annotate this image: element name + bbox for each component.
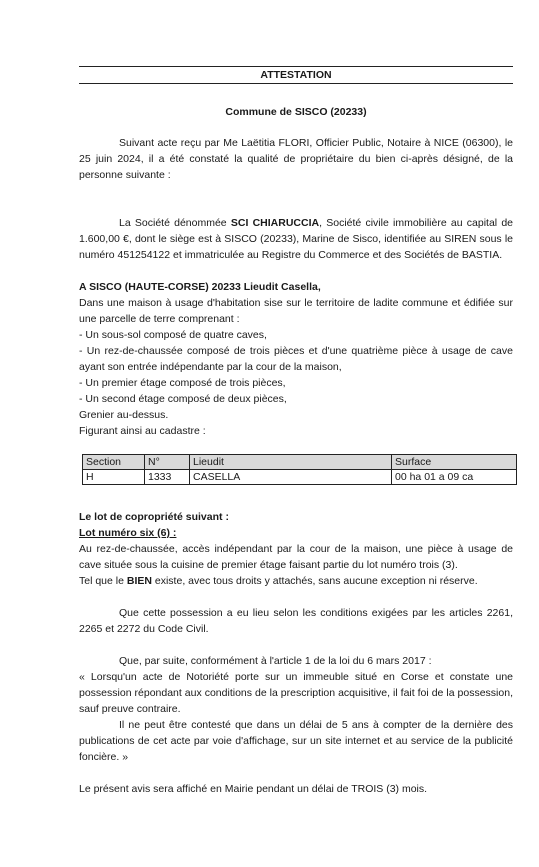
owner-post: , Société civile immobilière au capital de 1.600,00 €, dont le siège est à SISCO (20233), Marine de Sisco, identifiée au SIREN sous le numéro 451254122 et immatriculée au Registre du Commerce et des Sociétés de BASTIA. bbox=[79, 217, 514, 261]
description-line: - Un second étage composé de deux pièces, bbox=[79, 393, 287, 405]
lot-number: Lot numéro six (6) : bbox=[79, 527, 177, 539]
lot-condition bbox=[79, 573, 513, 589]
table-row bbox=[83, 470, 517, 485]
description-line: - Un rez-de-chaussée composé de trois pièces et d'une quatrième pièce à usage de cave ayant son entrée indépendante par la cour de la maison, bbox=[79, 345, 513, 373]
law-quote-2: Il ne peut être contesté que dans un délai de 5 ans à compter de la dernière des publications de cet acte par voie d'affichage, sur un site internet et au service de la publicité foncière. » bbox=[79, 719, 513, 763]
condition-post: existe, avec tous droits y attachés, sans aucune exception ni réserve. bbox=[151, 575, 478, 587]
commune-heading: Commune de SISCO (20233) bbox=[225, 106, 367, 118]
table-header-row bbox=[83, 455, 517, 470]
cell-section: H bbox=[83, 470, 145, 485]
owner-pre: La Société dénommée bbox=[119, 217, 231, 229]
owner-paragraph bbox=[79, 215, 513, 263]
lot-heading: Le lot de copropriété suivant : bbox=[79, 511, 229, 523]
location-heading: A SISCO (HAUTE-CORSE) 20233 Lieudit Casella, bbox=[79, 281, 321, 293]
owner-name: SCI CHIARUCCIA bbox=[230, 217, 320, 229]
header-number: N° bbox=[145, 455, 190, 470]
description-line: - Un premier étage composé de trois pièces, bbox=[79, 377, 286, 389]
document-title: ATTESTATION bbox=[79, 66, 513, 84]
cell-number: 1333 bbox=[145, 470, 190, 485]
description-line: - Un sous-sol composé de quatre caves, bbox=[79, 329, 267, 341]
law-quote-1: « Lorsqu'un acte de Notoriété porte sur un immeuble situé en Corse et constate une possession répondant aux conditions de la prescription acquisitive, il fait foi de la possession, sauf preuve contraire. bbox=[79, 671, 513, 715]
description-line: Grenier au-dessus. bbox=[79, 409, 169, 421]
closing-notice: Le présent avis sera affiché en Mairie pendant un délai de TROIS (3) mois. bbox=[79, 783, 428, 795]
law-intro: Que, par suite, conformément à l'article 1 de la loi du 6 mars 2017 : bbox=[119, 655, 432, 667]
attestation-document bbox=[79, 66, 513, 797]
header-section: Section bbox=[83, 455, 145, 470]
header-surface: Surface bbox=[392, 455, 517, 470]
header-lieudit: Lieudit bbox=[190, 455, 392, 470]
condition-bien: BIEN bbox=[126, 575, 152, 587]
description-line: Dans une maison à usage d'habitation sise sur le territoire de ladite commune et édifiée sur une parcelle de terre comprenant : bbox=[79, 297, 513, 325]
cadastre-table bbox=[82, 454, 517, 485]
cell-surface: 00 ha 01 a 09 ca bbox=[392, 470, 517, 485]
cell-lieudit: CASELLA bbox=[190, 470, 392, 485]
condition-pre: Tel que le bbox=[79, 575, 127, 587]
possession-paragraph: Que cette possession a eu lieu selon les conditions exigées par les articles 2261, 2265 et 2272 du Code Civil. bbox=[79, 607, 513, 635]
lot-description: Au rez-de-chaussée, accès indépendant par la cour de la maison, une pièce à usage de cave située sous la cuisine de premier étage faisant partie du lot numéro trois (3). bbox=[79, 543, 513, 571]
deed-paragraph: Suivant acte reçu par Me Laëtitia FLORI, Officier Public, Notaire à NICE (06300), le 25 juin 2024, il a été constaté la qualité de propriétaire du bien ci-après désigné, de la personne suivante : bbox=[79, 137, 513, 181]
description-line: Figurant ainsi au cadastre : bbox=[79, 425, 206, 437]
